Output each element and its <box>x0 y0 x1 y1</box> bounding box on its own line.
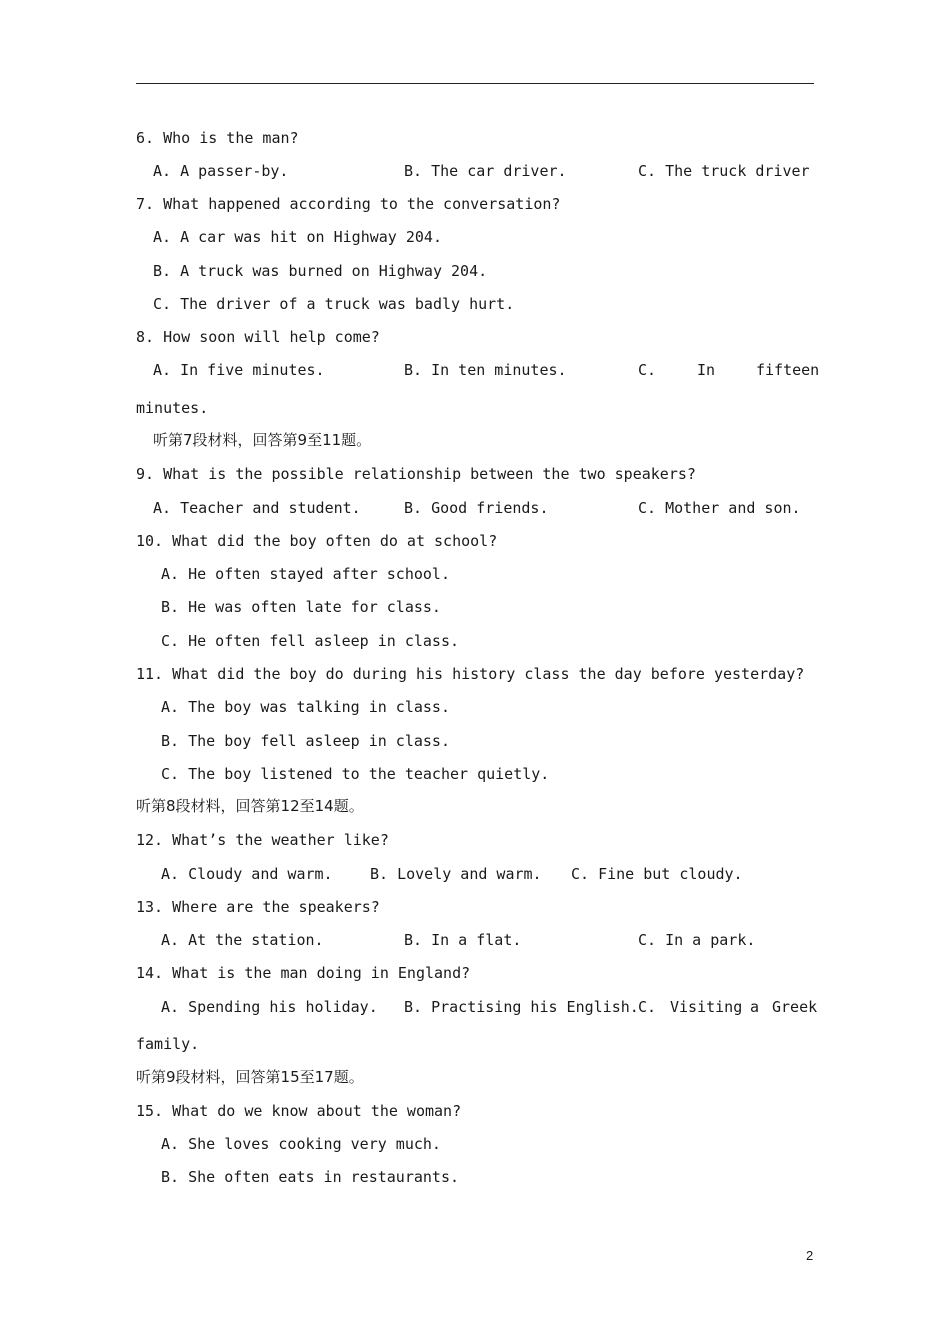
question-15-stem: 15. What do we know about the woman? <box>136 1102 462 1120</box>
question-14-option-a: A. Spending his holiday. <box>161 998 378 1016</box>
question-10-option-c: C. He often fell asleep in class. <box>161 632 460 650</box>
question-14-option-b: B. Practising his English. <box>404 998 639 1016</box>
question-9-stem: 9. What is the possible relationship between the two speakers? <box>136 465 696 483</box>
question-12-option-a: A. Cloudy and warm. <box>161 865 333 883</box>
question-13-option-a: A. At the station. <box>161 931 324 949</box>
header-rule <box>136 83 814 84</box>
question-15-option-a: A. She loves cooking very much. <box>161 1135 441 1153</box>
question-14-stem: 14. What is the man doing in England? <box>136 964 471 982</box>
page-number: 2 <box>806 1248 814 1263</box>
question-8-stem: 8. How soon will help come? <box>136 328 380 346</box>
question-12-option-c: C. Fine but cloudy. <box>571 865 743 883</box>
question-6-stem: 6. Who is the man? <box>136 129 299 147</box>
question-11-option-a: A. The boy was talking in class. <box>161 698 450 716</box>
question-6-option-c: C. The truck driver <box>638 162 810 180</box>
question-8-option-c-word: fifteen <box>756 361 820 379</box>
question-15-option-b: B. She often eats in restaurants. <box>161 1168 460 1186</box>
question-12-stem: 12. What’s the weather like? <box>136 831 389 849</box>
question-9-option-b: B. Good friends. <box>404 499 549 517</box>
question-14-option-c-word: a <box>750 998 760 1016</box>
question-8-option-a: A. In five minutes. <box>153 361 325 379</box>
question-9-option-a: A. Teacher and student. <box>153 499 361 517</box>
question-10-option-a: A. He often stayed after school. <box>161 565 450 583</box>
question-6-option-b: B. The car driver. <box>404 162 567 180</box>
question-13-stem: 13. Where are the speakers? <box>136 898 380 916</box>
question-8-option-c-word: In <box>697 361 716 379</box>
question-10-stem: 10. What did the boy often do at school? <box>136 532 498 550</box>
question-7-option-c: C. The driver of a truck was badly hurt. <box>153 295 515 313</box>
section-7-instruction: 听第7段材料，回答第9至11题。 <box>153 431 372 449</box>
question-14-option-c-continuation: family. <box>136 1035 200 1053</box>
question-7-option-a: A. A car was hit on Highway 204. <box>153 228 442 246</box>
question-11-option-c: C. The boy listened to the teacher quietly. <box>161 765 550 783</box>
question-11-stem: 11. What did the boy do during his history class the day before yesterday? <box>136 665 805 683</box>
question-11-option-b: B. The boy fell asleep in class. <box>161 732 450 750</box>
question-8-option-c-continuation: minutes. <box>136 399 209 417</box>
question-14-option-c-word: Visiting <box>670 998 743 1016</box>
question-7-stem: 7. What happened according to the conversation? <box>136 195 561 213</box>
section-9-instruction: 听第9段材料，回答第15至17题。 <box>136 1068 364 1086</box>
question-8-option-c-label: C. <box>638 361 657 379</box>
question-10-option-b: B. He was often late for class. <box>161 598 441 616</box>
section-8-instruction: 听第8段材料，回答第12至14题。 <box>136 797 364 815</box>
question-13-option-c: C. In a park. <box>638 931 756 949</box>
question-9-option-c: C. Mother and son. <box>638 499 801 517</box>
question-13-option-b: B. In a flat. <box>404 931 522 949</box>
question-14-option-c-word: Greek <box>772 998 818 1016</box>
question-12-option-b: B. Lovely and warm. <box>370 865 542 883</box>
question-7-option-b: B. A truck was burned on Highway 204. <box>153 262 488 280</box>
question-8-option-b: B. In ten minutes. <box>404 361 567 379</box>
question-14-option-c-label: C. <box>638 998 657 1016</box>
question-6-option-a: A. A passer-by. <box>153 162 289 180</box>
